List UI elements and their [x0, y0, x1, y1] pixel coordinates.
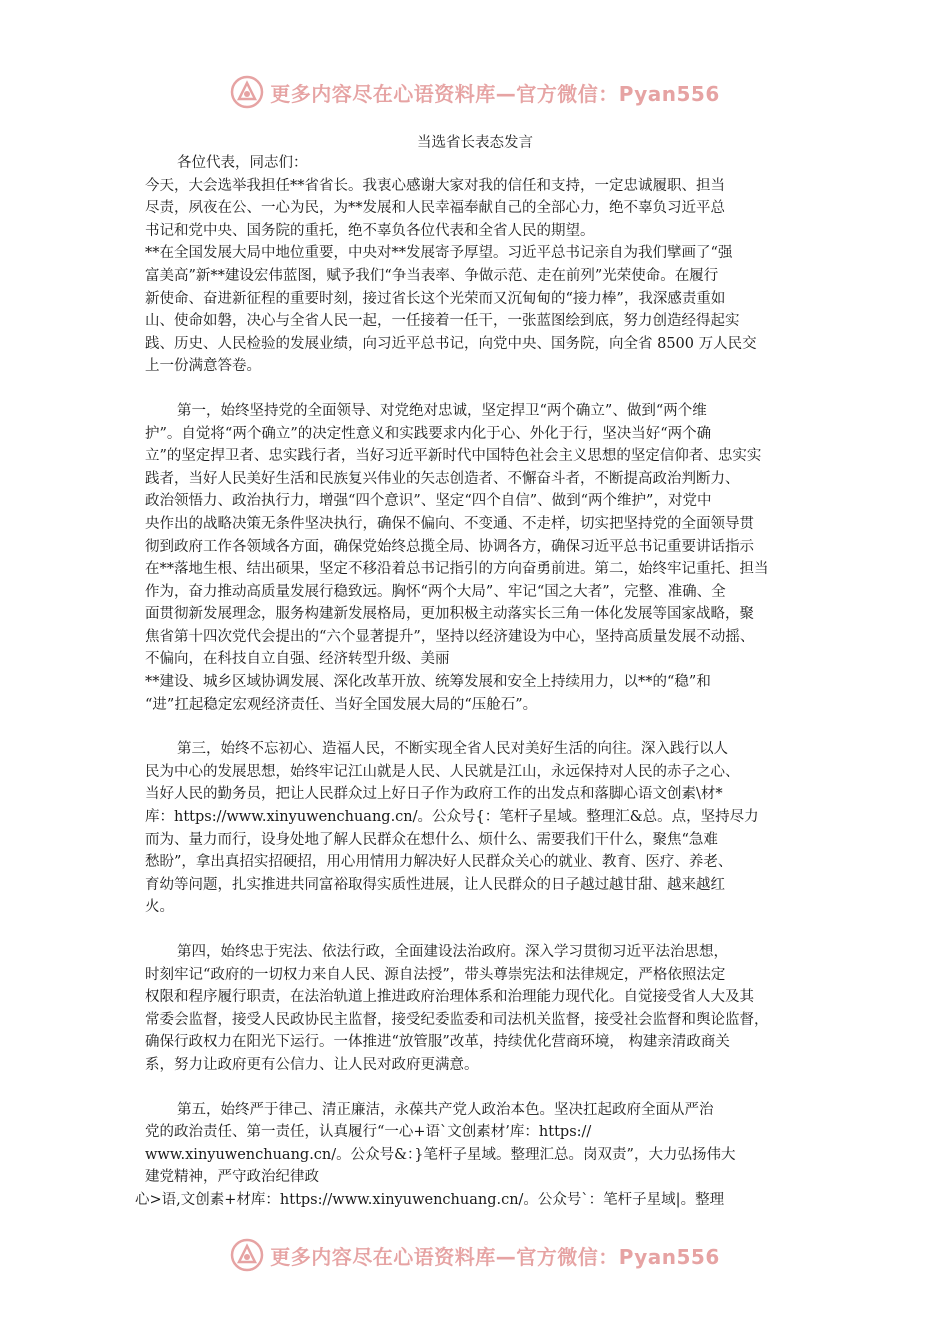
paragraph-5	[145, 941, 825, 1077]
logo-icon	[230, 1238, 264, 1272]
banner-text: 更多内容尽在心语资料库—官方微信：Pyan556	[270, 81, 720, 106]
text-line: 心>语,文创素+材库：https://www.xinyuwenchuang.cn/。公众号`：笔杆子星域|。整理	[135, 1191, 725, 1208]
text-line: 焦省第十四次党代会提出的“六个显著提升”，坚持以经济建设为中心，坚持高质量发展不动摇、	[145, 628, 755, 645]
text-line: “进”扛起稳定宏观经济责任、当好全国发展大局的“压舱石”。	[145, 696, 538, 713]
text-line: 当好人民的勤务员，把让人民群众过上好日子作为政府工作的出发点和落脚心语文创素\材*	[145, 786, 723, 803]
paragraph-6	[135, 1099, 825, 1212]
bottom-watermark-banner	[0, 1235, 950, 1275]
text-line: 作为，奋力推动高质量发展行稳致远。胸怀“两个大局”、牢记“国之大者”，完整、准确、全	[145, 583, 726, 600]
text-line: www.xinyuwenchuang.cn/。公众号&：}笔杆子星域。整理汇总。岗双责”，大力弘扬伟大	[145, 1146, 736, 1163]
text-line: 第五，始终严于律己、清正廉洁，永葆共产党人政治本色。坚决扛起政府全面从严治	[177, 1101, 714, 1118]
document-body	[135, 152, 825, 1212]
text-line: 党的政治责任、第一责任，认真履行“一心+语`文创素材’库：https://	[145, 1124, 592, 1141]
text-line: 上一份满意答卷。	[145, 358, 261, 375]
text-line: 面贯彻新发展理念，服务构建新发展格局，更加积极主动落实长三角一体化发展等国家战略，聚	[145, 606, 754, 623]
text-line: 建党精神，严守政治纪律政	[145, 1169, 319, 1186]
text-line: 火。	[145, 899, 174, 916]
text-line: 践者，当好人民美好生活和民族复兴伟业的矢志创造者、不懈奋斗者，不断提高政治判断力、	[145, 470, 740, 487]
document-title: 当选省长表态发言	[417, 135, 533, 151]
text-line: 库：https://www.xinyuwenchuang.cn/。公众号{：笔杆子星域。整理汇&总。点，坚持尽力	[145, 809, 759, 826]
text-line: 育幼等问题，扎实推进共同富裕取得实质性进展，让人民群众的日子越过越甘甜、越来越红	[145, 876, 725, 893]
text-line: **在全国发展大局中地位重要，中央对**发展寄予厚望。习近平总书记亲自为我们擘画了“强	[145, 245, 733, 262]
text-line: 第一，始终坚持党的全面领导、对党绝对忠诚，坚定捍卫“两个确立”、做到“两个维	[177, 402, 707, 419]
text-line: 央作出的战略决策无条件坚决执行，确保不偏向、不变通、不走样，切实把坚持党的全面领导贯	[145, 515, 754, 532]
text-line: 第三，始终不忘初心、造福人民，不断实现全省人民对美好生活的向往。深入践行以人	[177, 741, 728, 758]
text-line: 而为、量力而行，设身处地了解人民群众在想什么、烦什么、需要我们干什么，聚焦“急难	[145, 831, 718, 848]
text-line: 今天，大会选举我担任**省省长。我衷心感谢大家对我的信任和支持，一定忠诚履职、担当	[145, 177, 725, 194]
text-line: 在**落地生根、结出硕果，坚定不移沿着总书记指引的方向奋勇前进。第二，始终牢记重托、担当	[145, 561, 769, 578]
text-line: 立”的坚定捍卫者、忠实践行者，当好习近平新时代中国特色社会主义思想的坚定信仰者、忠实实	[145, 448, 762, 465]
text-line: 不偏向，在科技自立自强、经济转型升级、美丽	[145, 651, 450, 668]
text-line: 系，努力让政府更有公信力、让人民对政府更满意。	[145, 1056, 479, 1073]
text-line: 护”。自觉将“两个确立”的决定性意义和实践要求内化于心、外化于行，坚决当好“两个确	[145, 425, 712, 442]
logo-icon	[230, 75, 264, 109]
text-line: 新使命、奋进新征程的重要时刻，接过省长这个光荣而又沉甸甸的“接力棒”，我深感责重如	[145, 290, 726, 307]
text-line: 践、历史、人民检验的发展业绩，向习近平总书记，向党中央、国务院，向全省 8500 万人民交	[145, 335, 757, 352]
text-line: 民为中心的发展思想，始终牢记江山就是人民、人民就是江山，永远保持对人民的赤子之心、	[145, 763, 740, 780]
text-line: 政治领悟力、政治执行力，增强“四个意识”、坚定“四个自信”、做到“两个维护”，对党中	[145, 493, 712, 510]
salutation: 各位代表，同志们：	[177, 155, 308, 171]
paragraph-2	[145, 242, 825, 378]
text-line: 权限和程序履行职责，在法治轨道上推进政府治理体系和治理能力现代化。自觉接受省人大及其	[145, 989, 754, 1006]
text-line: 第四，始终忠于宪法、依法行政，全面建设法治政府。深入学习贯彻习近平法治思想，	[177, 944, 728, 960]
banner-text: 更多内容尽在心语资料库—官方微信：Pyan556	[270, 1244, 720, 1269]
paragraph-3	[145, 400, 825, 716]
text-line: **建设、城乡区域协调发展、深化改革开放、统筹发展和安全上持续用力，以**的“稳”和	[145, 674, 711, 691]
text-line: 尽责，夙夜在公、一心为民，为**发展和人民幸福奉献自己的全部心力，绝不辜负习近平总	[145, 200, 725, 217]
text-line: 愁盼”，拿出真招实招硬招，用心用情用力解决好人民群众关心的就业、教育、医疗、养老、	[145, 854, 733, 871]
text-line: 富美高”新**建设宏伟蓝图，赋予我们“争当表率、争做示范、走在前列”光荣使命。在履行	[145, 267, 719, 284]
text-line: 书记和党中央、国务院的重托，绝不辜负各位代表和全省人民的期望。	[145, 222, 595, 239]
paragraph-1	[145, 175, 825, 243]
text-line: 彻到政府工作各领域各方面，确保党始终总揽全局、协调各方，确保习近平总书记重要讲话指示	[145, 538, 754, 555]
text-line: 常委会监督，接受人民政协民主监督，接受纪委监委和司法机关监督，接受社会监督和舆论监督，	[145, 1011, 769, 1028]
text-line: 时刻牢记“政府的一切权力来自人民、源自法授”，带头尊崇宪法和法律规定，严格依照法定	[145, 966, 726, 983]
text-line: 确保行政权力在阳光下运行。一体推进“放管服”改革，持续优化营商环境， 构建亲清政商关	[145, 1034, 730, 1051]
text-line: 山、使命如磐，决心与全省人民一起，一任接着一任干，一张蓝图绘到底，努力创造经得起实	[145, 313, 740, 330]
paragraph-4	[145, 738, 825, 919]
top-watermark-banner	[0, 72, 950, 112]
